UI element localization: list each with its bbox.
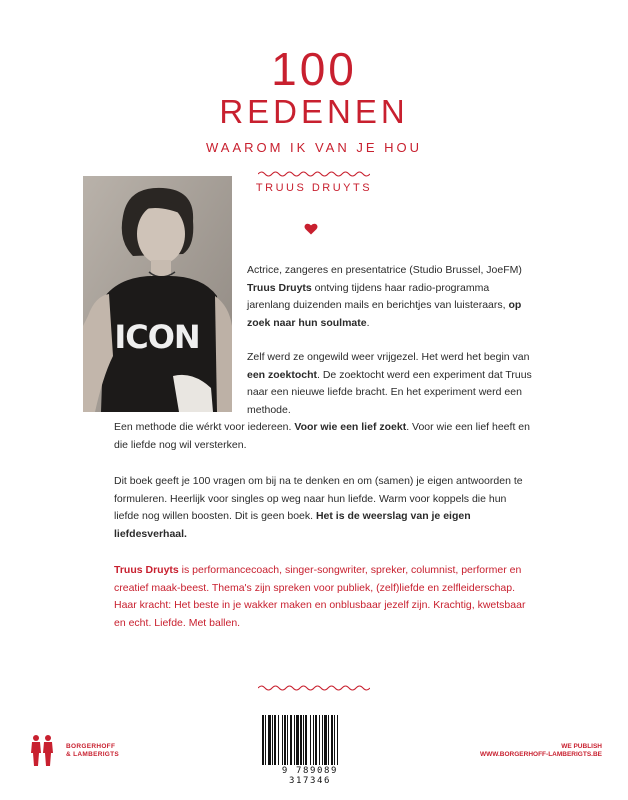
publisher-figures-icon bbox=[26, 733, 60, 767]
title-word: REDENEN bbox=[219, 93, 409, 130]
publisher-website[interactable]: WE PUBLISH WWW.BORGERHOFF-LAMBERIGTS.BE bbox=[479, 743, 602, 758]
barcode bbox=[258, 715, 362, 765]
isbn-number: 9 789089 317346 bbox=[281, 766, 339, 786]
wave-divider-icon bbox=[258, 684, 370, 692]
method-paragraph: Een methode die wérkt voor iedereen. Voor wie een lief zoekt. Voor wie een lief heeft en die liefde nog wil versterken. bbox=[114, 421, 530, 451]
publisher-name: BORGERHOFF & LAMBERIGTS bbox=[66, 743, 120, 758]
title-number: 100 bbox=[271, 43, 357, 95]
author-name: TRUUS DRUYTS bbox=[255, 182, 373, 194]
book-paragraph: Dit boek geeft je 100 vragen om bij na te denken en om (samen) je eigen antwoorden te formuleren. Heerlijk voor singles op weg naar hun liefde. Warm voor koppels die hun liefde nog willen boosten. Dit is geen boek. Het is de weerslag van je eigen liefdesverhaal. bbox=[114, 475, 523, 540]
intro-paragraph: Actrice, zangeres en presentatrice (Studio Brussel, JoeFM) Truus Druyts ontving tijdens haar radio-programma jarenlang duizenden mails en berichtjes van luisteraars, op zoek naar hun soulmate. bbox=[247, 264, 522, 329]
wave-divider-icon bbox=[258, 170, 370, 178]
subtitle: WAAROM IK VAN JE HOU bbox=[205, 140, 422, 155]
heart-icon bbox=[304, 222, 318, 236]
shirt-text: ICON bbox=[114, 318, 200, 356]
story-paragraph: Zelf werd ze ongewild weer vrijgezel. Het werd het begin van een zoektocht. De zoektocht werd een experiment dat Truus naar een nieuwe liefde bracht. En het experiment werd een methode. bbox=[247, 351, 532, 416]
author-bio-paragraph: Truus Druyts is performancecoach, singer-songwriter, spreker, columnist, performer en creatief maak-beest. Thema's zijn spreken voor publiek, (zelf)liefde en zelfleiderschap. Haar kracht: Het beste in je wakker maken en onblusbaar jezelf zijn. Krachtig, kwetsbaar en echt. Liefde. Met ballen. bbox=[114, 564, 526, 629]
author-photo bbox=[83, 176, 232, 412]
